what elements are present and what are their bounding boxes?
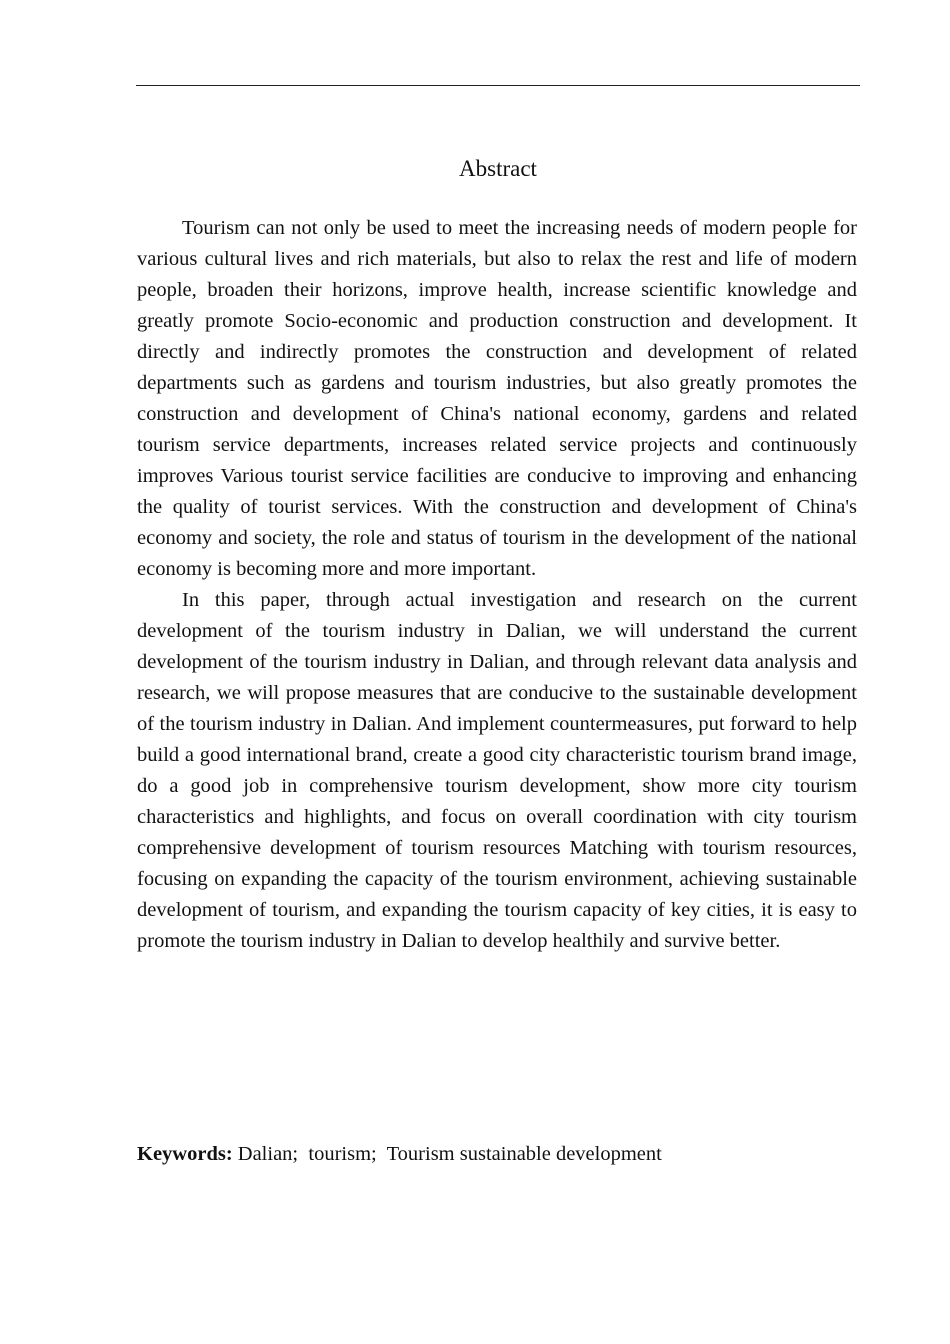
header-rule — [136, 85, 860, 86]
abstract-paragraph-2: In this paper, through actual investigation and research on the current development of the tourism industry in Dalian, we will understand the current development of the tourism industry in Dalian, and through relevant data analysis and research, we will propose measures that are conducive to the sustainable development of the tourism industry in Dalian. And implement countermeasures, put forward to help build a good international brand, create a good city characteristic tourism brand image, do a good job in comprehensive tourism development, show more city tourism characteristics and highlights, and focus on overall coordination with city tourism comprehensive development of tourism resources Matching with tourism resources, focusing on expanding the capacity of the tourism environment, achieving sustainable development of tourism, and expanding the tourism capacity of key cities, it is easy to promote the tourism industry in Dalian to develop healthily and survive better. — [137, 589, 857, 952]
keywords-label: Keywords: — [137, 1143, 233, 1165]
page-title: Abstract — [459, 156, 537, 181]
keywords-line — [137, 1139, 857, 1170]
abstract-paragraph-1: Tourism can not only be used to meet the increasing needs of modern people for various cultural lives and rich materials, but also to relax the rest and life of modern people, broaden their horizons, improve health, increase scientific knowledge and greatly promote Socio-economic and production construction and development. It directly and indirectly promotes the construction and development of related departments such as gardens and tourism industries, but also greatly promotes the construction and development of China's national economy, gardens and related tourism service departments, increases related service projects and continuously improves Various tourist service facilities are conducive to improving and enhancing the quality of tourist services. With the construction and development of China's economy and society, the role and status of tourism in the development of the national economy is becoming more and more important. — [137, 217, 857, 580]
keywords-value: Dalian; tourism; Tourism sustainable development — [232, 1143, 662, 1165]
abstract-body — [137, 213, 857, 957]
